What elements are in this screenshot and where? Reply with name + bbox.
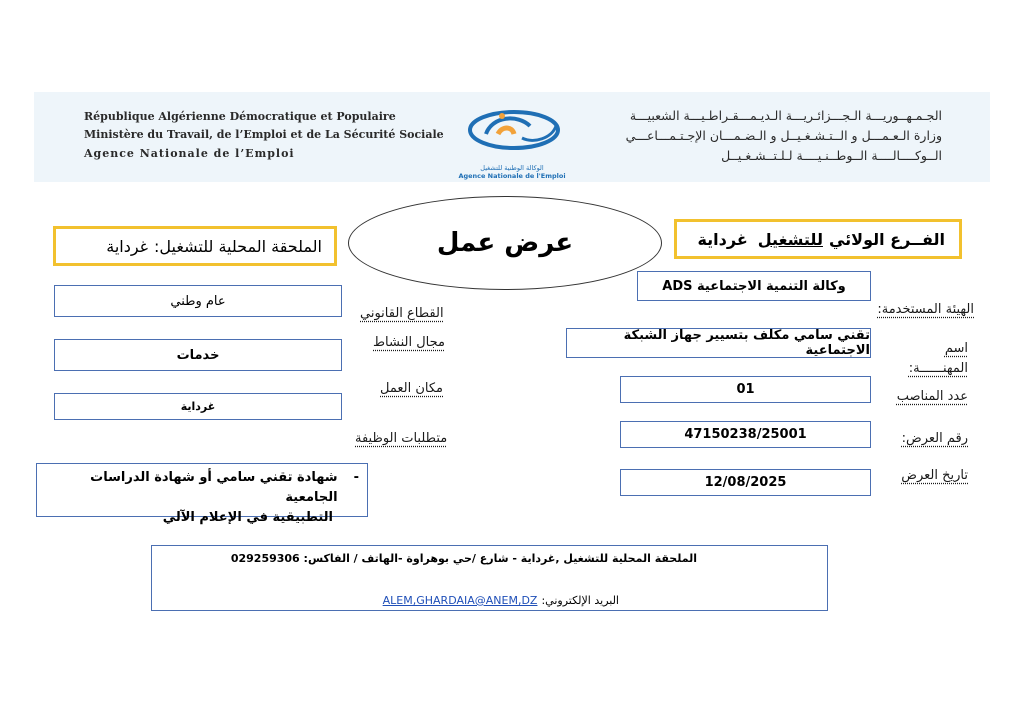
contact-email-label: البريد الإلكتروني: xyxy=(541,594,619,607)
anem-logo-icon xyxy=(452,104,572,156)
offer-date-value: 12/08/2025 xyxy=(620,469,871,496)
contact-box xyxy=(151,545,828,611)
branch-box xyxy=(674,219,962,259)
local-office-city: غرداية xyxy=(106,236,149,256)
positions-count-value: 01 xyxy=(620,376,871,403)
legal-sector-label: القطاع القانوني xyxy=(360,306,444,321)
contact-email-link[interactable]: ALEM,GHARDAIA@ANEM,DZ xyxy=(382,594,538,607)
requirements-line2: التطبيقية في الإعلام الآلي xyxy=(162,510,333,525)
branch-middle: للتشغيل xyxy=(757,229,823,249)
anem-logo xyxy=(452,104,572,180)
activity-field-value: خدمات xyxy=(54,339,342,371)
header-ar-ministry: وزارة الـعـمـــل و الــتـشـغـيــل و الـضـمـــان الإجـتـمـــاعـــي xyxy=(625,128,942,143)
header-banner xyxy=(34,92,990,182)
employer-label: الهيئة المستخدمة: xyxy=(877,302,974,317)
employer-value: وكالة التنمية الاجتماعية ADS xyxy=(637,271,871,301)
header-ar-republic: الجـمـهــوريـــة الـجـــزائـريـــة الـديـمـــقـراطـيـــة الشعبيـــة xyxy=(629,108,942,123)
header-ar-agency: الــوكــــالــــة الــوطــنـيــــة لـلـتــشـغـيــل xyxy=(721,148,942,163)
header-fr-ministry: Ministère du Travail, de l’Emploi et de La Sécurité Sociale xyxy=(84,128,444,141)
offer-title-ellipse xyxy=(348,196,662,290)
logo-caption-ar: الوكالة الوطنية للتشغيل xyxy=(480,164,544,172)
header-fr-agency: Agence Nationale de l’Emploi xyxy=(84,147,295,160)
requirements-bullet: - xyxy=(353,470,359,485)
local-office-box xyxy=(53,226,337,266)
local-office-label: الملحقة المحلية للتشغيل: xyxy=(154,236,322,256)
work-place-label: مكان العمل xyxy=(380,381,443,396)
contact-address: الملحقة المحلية للتشغيل ,غرداية - شارع /حي بوهراوة -الهاتف / الفاكس: 029259306 xyxy=(230,552,697,565)
requirements-box xyxy=(36,463,368,525)
job-requirements-label: متطلبات الوظيفة xyxy=(355,431,448,446)
branch-prefix: الفــرع الولائي xyxy=(828,229,945,249)
offer-number-label: رقم العرض: xyxy=(901,431,968,446)
page-title: عرض عمل xyxy=(436,228,574,258)
work-place-value: غرداية xyxy=(54,393,342,420)
positions-count-label: عدد المناصب xyxy=(896,389,968,404)
header-fr-republic: République Algérienne Démocratique et Populaire xyxy=(84,110,396,123)
logo-caption-fr: Agence Nationale de l'Emploi xyxy=(458,172,566,180)
offer-date-label: تاريخ العرض xyxy=(901,468,968,483)
job-title-value: تقني سامي مكلف بتسيير جهاز الشبكة الاجتماعية xyxy=(566,328,871,358)
offer-number-value: 47150238/25001 xyxy=(620,421,871,448)
job-title-label: اسم المهنــــــة: xyxy=(908,341,968,376)
activity-field-label: مجال النشاط xyxy=(373,335,445,350)
branch-city: غرداية xyxy=(697,229,748,249)
requirements-line1: شهادة تقني سامي أو شهادة الدراسات الجامعية xyxy=(90,470,338,505)
contact-email-row xyxy=(383,594,619,607)
legal-sector-value: عام وطني xyxy=(54,285,342,317)
